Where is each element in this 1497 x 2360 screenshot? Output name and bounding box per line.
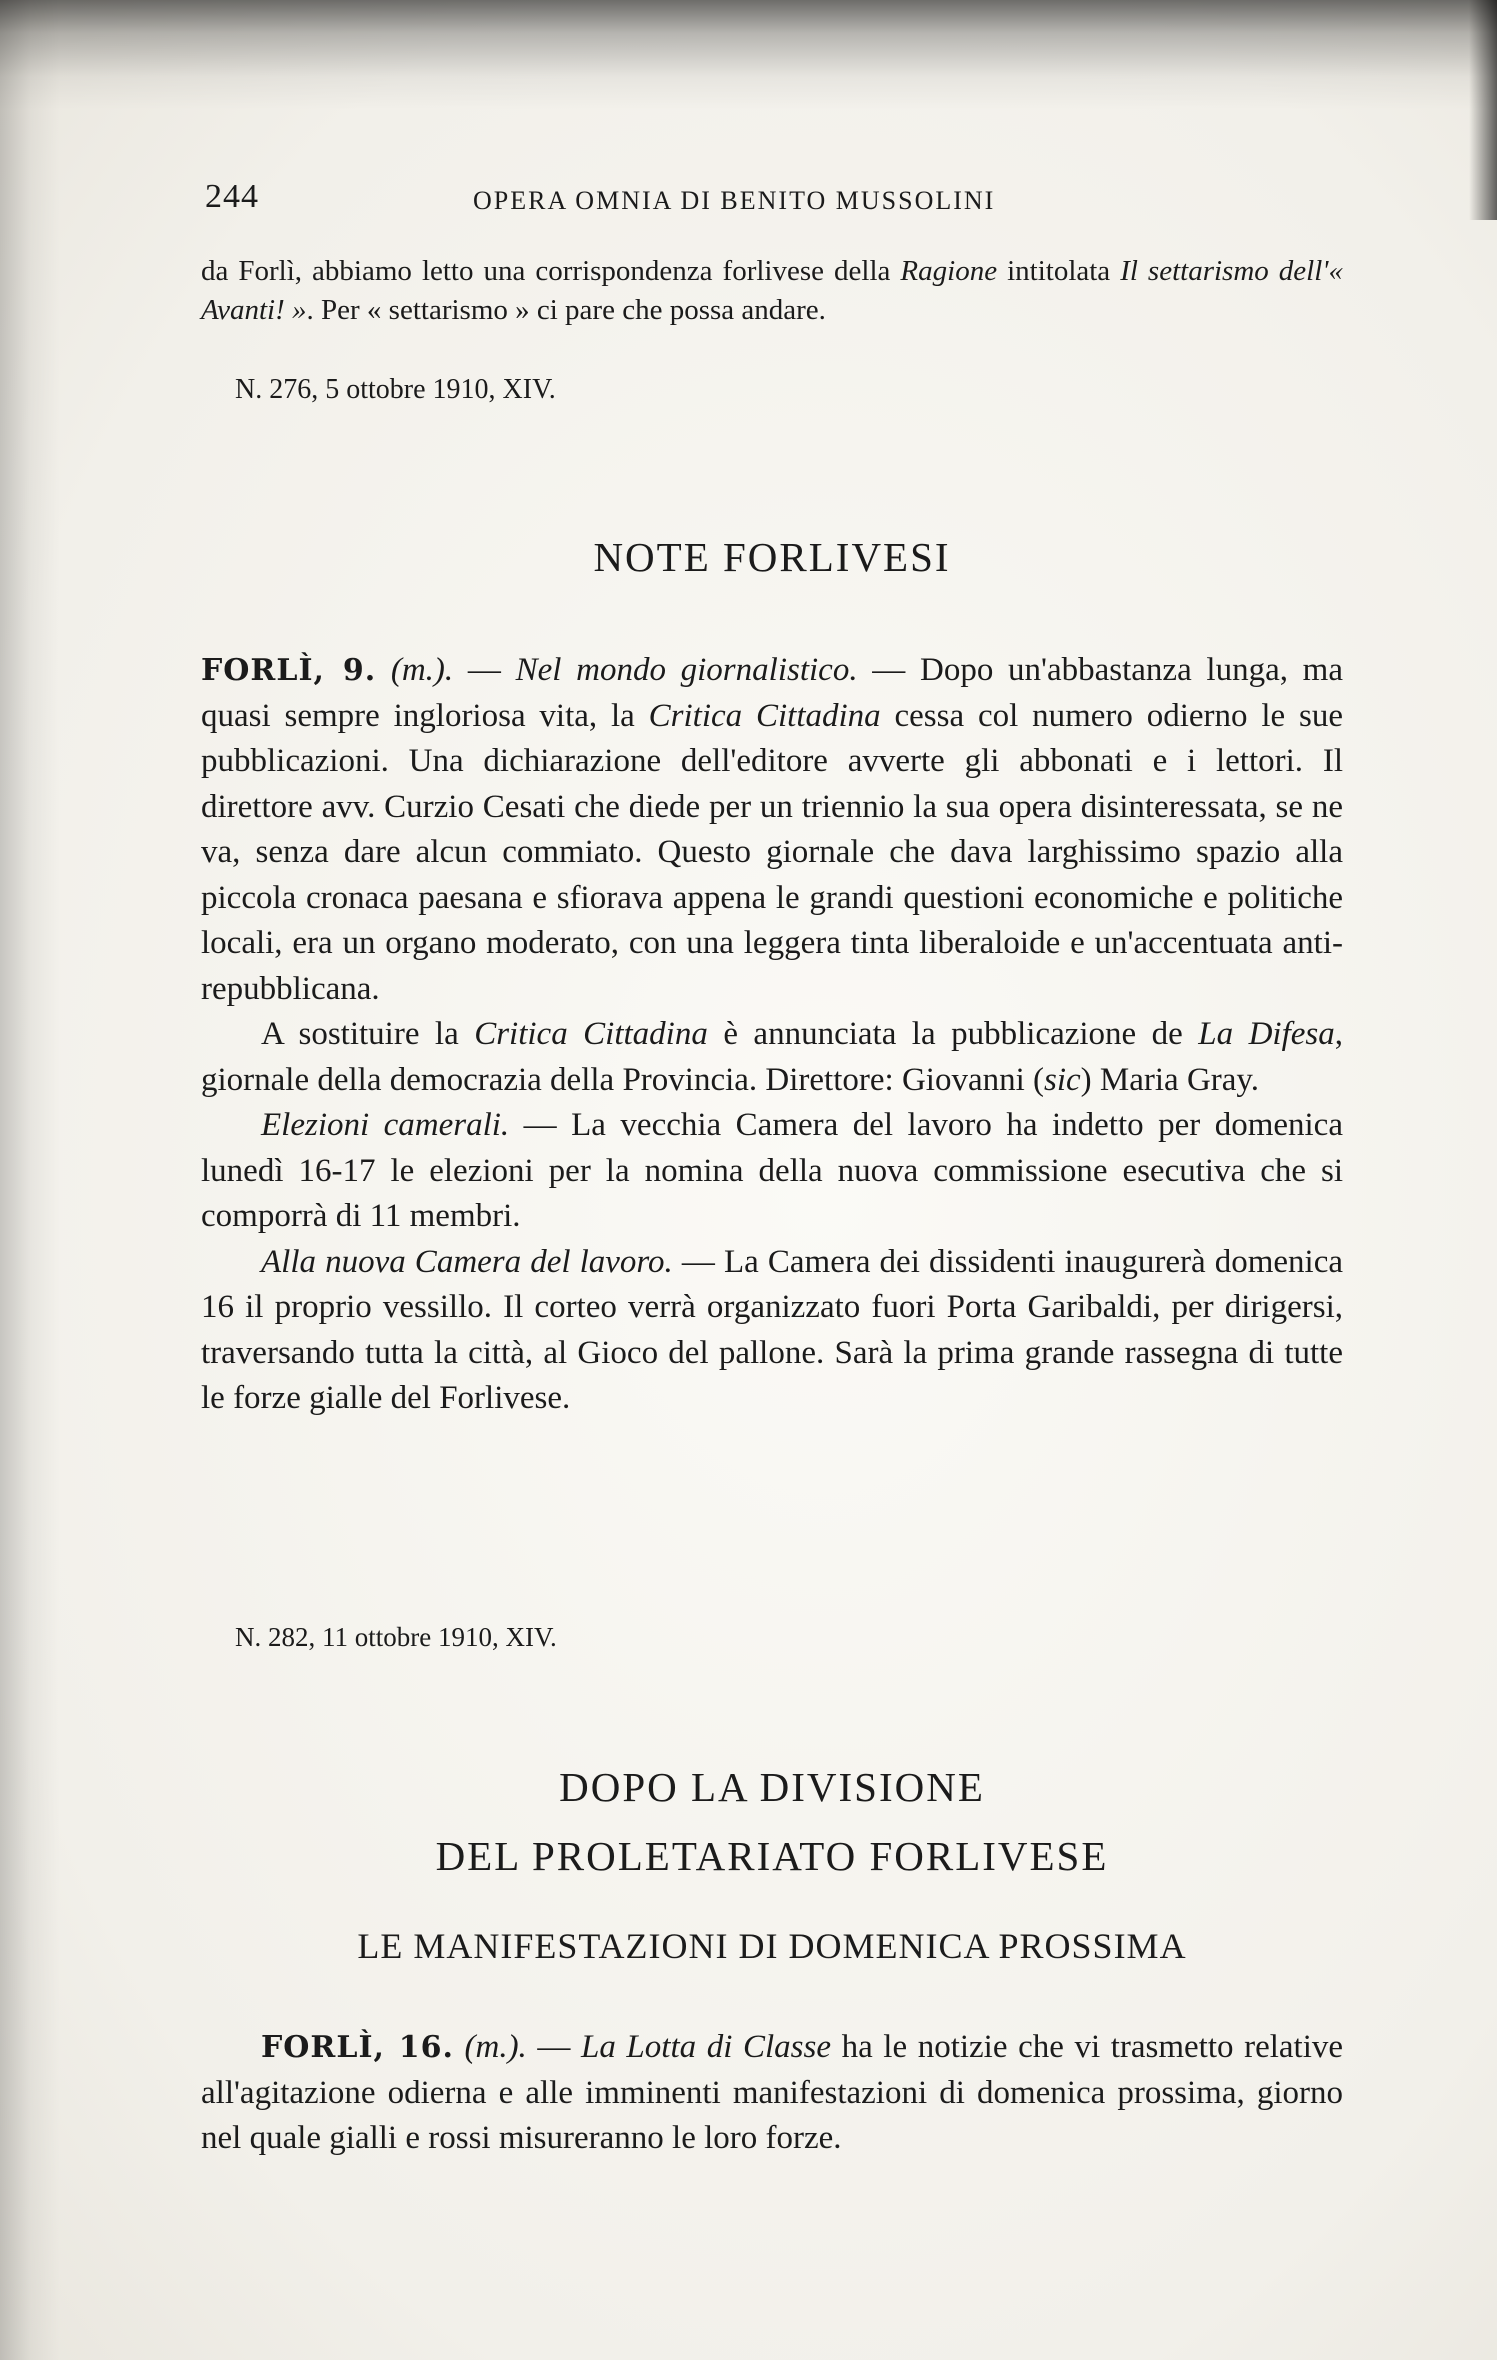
dateline: FORLÌ, 16. xyxy=(261,2030,454,2065)
scan-shadow-right xyxy=(1469,0,1497,220)
italic-newspaper: La Difesa xyxy=(1198,1016,1335,1052)
intro-italic-ragione: Ragione xyxy=(900,255,998,287)
italic-sic: sic xyxy=(1044,1061,1081,1098)
article-1-title: NOTE FORLIVESI xyxy=(593,534,951,580)
spacer: — xyxy=(537,2029,581,2065)
article-1-paragraph-2 xyxy=(201,1012,1343,1103)
article-2-subtitle: LE MANIFESTAZIONI DI DOMENICA PROSSIMA xyxy=(357,1926,1187,1966)
article-2-title-line-2: DEL PROLETARIATO FORLIVESE xyxy=(435,1833,1109,1879)
intro-text: intitolata xyxy=(997,255,1121,287)
spacer: — xyxy=(467,652,516,688)
author-initials: (m.). xyxy=(464,2029,527,2065)
section-heading: Nel mondo giornalistico. xyxy=(515,652,858,688)
running-title: OPERA OMNIA DI BENITO MUSSOLINI xyxy=(473,186,996,215)
paragraph-text: ha le notizie che vi trasmetto relative all'agitazione odierna e alle imminenti manifestazioni di domenica prossima, giorno nel quale gialli e rossi misureranno le loro forze. xyxy=(201,2029,1344,2156)
article-1-paragraph-1 xyxy=(201,648,1343,1012)
author-initials: (m.). xyxy=(390,652,454,688)
intro-text: . Per « settarismo » ci pare che possa andare. xyxy=(306,294,826,326)
scan-shadow-left xyxy=(0,0,60,2360)
paragraph-text: , giornale della democrazia della Provincia. Direttore: Giovanni ( xyxy=(201,1016,1343,1098)
dateline: FORLÌ, 9. xyxy=(201,653,377,688)
paragraph-text: — La Camera dei dissidenti inaugurerà domenica 16 il proprio vessillo. Il corteo verrà organizzato fuori Porta Garibaldi, per dirigersi, traversando tutta la città, al Gioco del pallone. Sarà la prima grande rassegna di tutte le forze gialle del Forlivese. xyxy=(201,1243,1343,1416)
running-header xyxy=(180,178,1360,228)
article-1-paragraph-4 xyxy=(201,1240,1343,1422)
section-heading: Alla nuova Camera del lavoro. xyxy=(261,1243,673,1280)
scan-shadow-top xyxy=(0,0,1497,110)
italic-newspaper: Critica Cittadina xyxy=(474,1016,708,1052)
article-1-paragraph-3 xyxy=(201,1103,1343,1240)
paragraph-text: — Dopo un'abbastanza lunga, ma quasi sempre ingloriosa vita, la xyxy=(201,652,1343,734)
article-1-body xyxy=(201,648,1343,1422)
page-number: 244 xyxy=(205,178,259,215)
source-citation-2: N. 282, 11 ottobre 1910, XIV. xyxy=(235,1622,557,1652)
paragraph-text: A sostituire la xyxy=(261,1016,475,1052)
italic-newspaper: La Lotta di Classe xyxy=(581,2029,831,2065)
paragraph-text: — La vecchia Camera del lavoro ha indetto per domenica lunedì 16-17 le elezioni per la nomina della nuova commissione esecutiva che si comporrà di 11 membri. xyxy=(201,1107,1343,1234)
intro-paragraph xyxy=(201,252,1343,330)
paragraph-text: è annunciata la pubblicazione de xyxy=(707,1016,1199,1052)
intro-italic-title: Il settarismo dell'« Avanti! » xyxy=(201,255,1343,326)
article-2-paragraph-1 xyxy=(201,2025,1343,2162)
paragraph-text: ) Maria Gray. xyxy=(1080,1061,1260,1098)
intro-text: da Forlì, abbiamo letto una corrispondenza forlivese della xyxy=(201,255,901,287)
section-heading: Elezioni camerali. xyxy=(261,1107,510,1143)
italic-newspaper: Critica Cittadina xyxy=(648,697,881,734)
paragraph-text: cessa col numero odierno le sue pubblicazioni. Una dichiarazione dell'editore avverte gli abbonati e i lettori. Il direttore avv. Curzio Cesati che diede per un triennio la sua opera disinteressata, se ne va, senza dare alcun commiato. Questo giornale che dava larghissimo spazio alla piccola cronaca paesana e sfiorava appena le grandi questioni economiche e politiche locali, era un organo moderato, con una leggera tinta liberaloide e un'accentuata anti-repubblicana. xyxy=(201,697,1343,1007)
article-2-title-line-1: DOPO LA DIVISIONE xyxy=(559,1764,985,1810)
article-2-body xyxy=(201,2025,1343,2162)
source-citation-1: N. 276, 5 ottobre 1910, XIV. xyxy=(235,374,556,405)
